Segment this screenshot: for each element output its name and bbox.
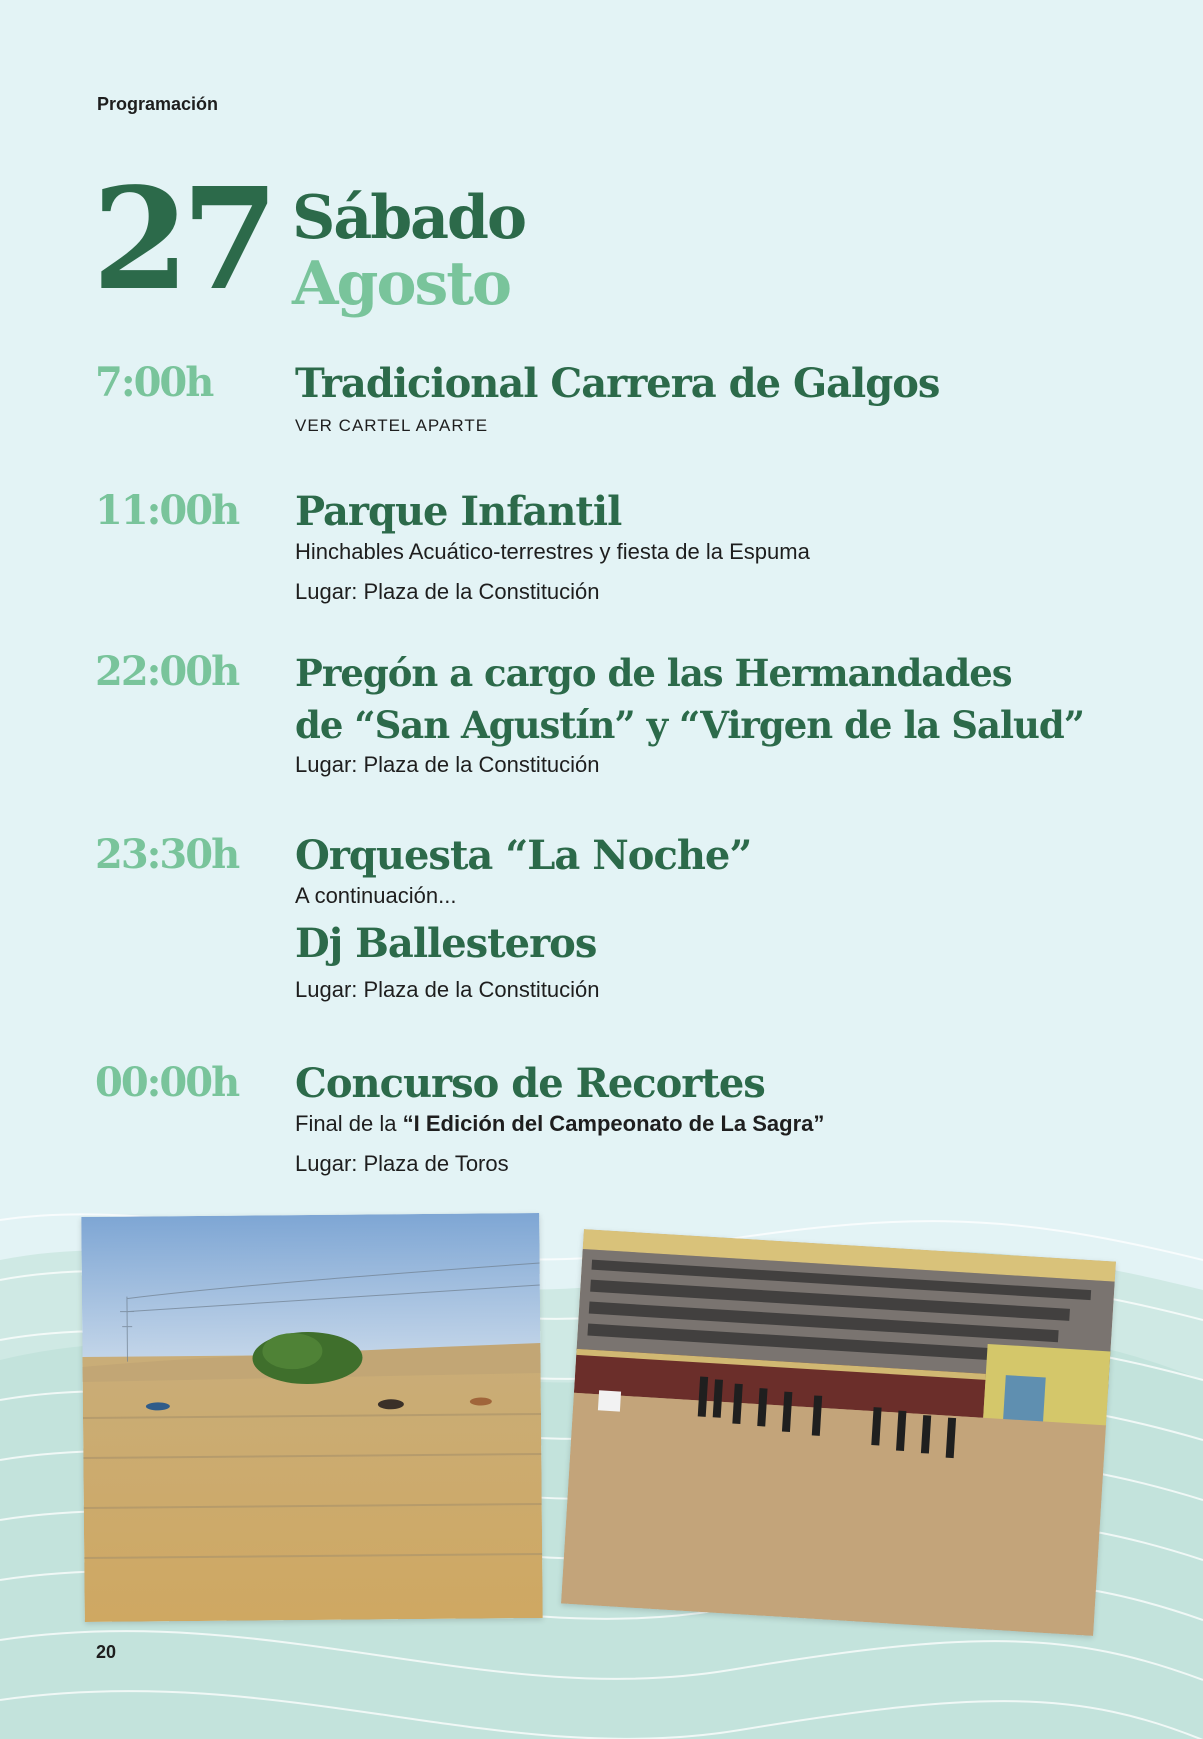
description-prefix: Final de la	[295, 1111, 403, 1136]
event-time: 7:00h	[95, 359, 213, 406]
event-time: 00:00h	[95, 1059, 239, 1106]
event-time: 23:30h	[95, 831, 239, 878]
event-title: Tradicional Carrera de Galgos	[295, 360, 940, 407]
event-description	[295, 1110, 1175, 1138]
event-location: Lugar: Plaza de la Constitución	[295, 977, 600, 1002]
event-time: 11:00h	[95, 487, 239, 534]
photo-greyhound-race	[81, 1213, 543, 1622]
event-continuation: A continuación...	[295, 883, 457, 908]
event-location: Lugar: Plaza de la Constitución	[295, 752, 600, 777]
event-title-secondary: Dj Ballesteros	[295, 920, 597, 967]
day-number: 27	[92, 158, 271, 322]
event-title: Concurso de Recortes	[295, 1060, 765, 1107]
event-title: Parque Infantil	[295, 488, 622, 535]
section-label: Programación	[97, 94, 219, 114]
event-title-line2: de “San Agustín” y “Virgen de la Salud”	[295, 703, 1085, 747]
event-title: Orquesta “La Noche”	[295, 832, 752, 879]
page-number: 20	[96, 1642, 117, 1662]
event-description: Hinchables Acuático-terrestres y fiesta de la Espuma	[295, 539, 810, 564]
event-title-line1: Pregón a cargo de las Hermandades	[295, 651, 1012, 695]
weekday: Sábado	[292, 183, 526, 253]
event-time: 22:00h	[95, 648, 239, 695]
month: Agosto	[292, 249, 511, 319]
event-note: VER CARTEL APARTE	[295, 416, 489, 435]
event-location: Lugar: Plaza de la Constitución	[295, 579, 600, 604]
photo-bullring	[561, 1229, 1116, 1636]
event-location: Lugar: Plaza de Toros	[295, 1151, 509, 1176]
description-bold: “I Edición del Campeonato de La Sagra”	[402, 1111, 825, 1136]
